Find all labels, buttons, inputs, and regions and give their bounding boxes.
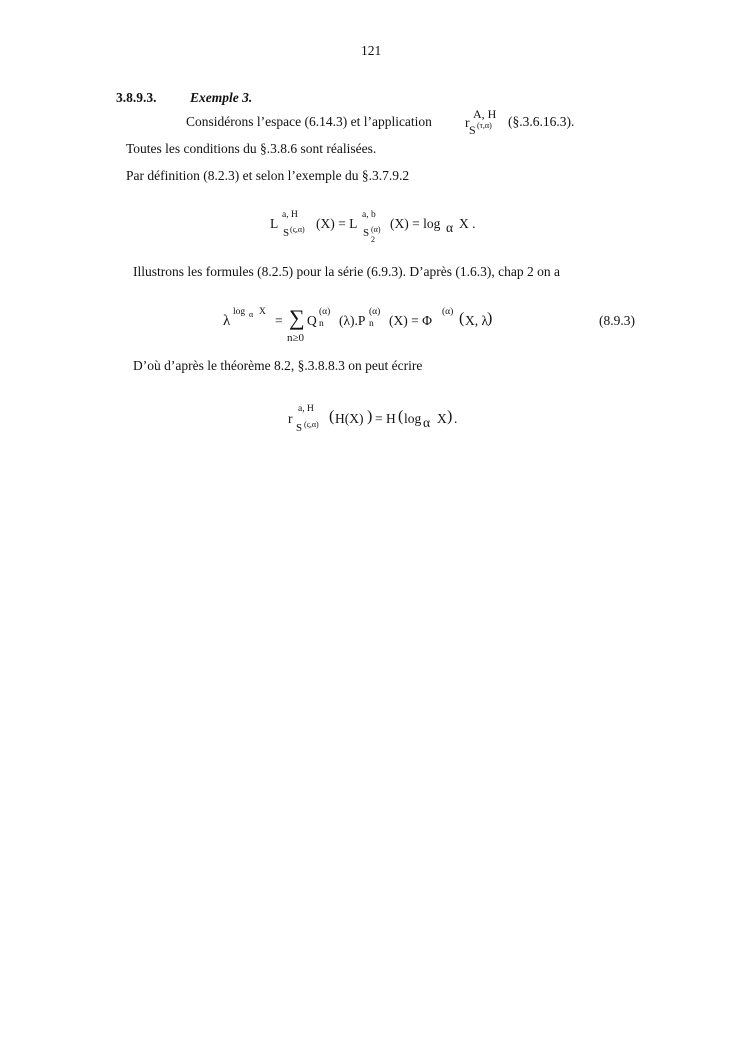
eq3-S: S — [296, 422, 303, 434]
eq3-r: r — [288, 411, 293, 426]
eq1-middle: (X) = L — [316, 216, 358, 231]
eq2-exp-log: log — [233, 307, 246, 317]
eq2-exp-X: X — [259, 307, 266, 317]
eq3-right-paren-1: ) — [367, 408, 373, 425]
eq1-end: X . — [459, 216, 476, 231]
eq3-right-paren-2: ) — [447, 408, 453, 425]
eq2-sum-sign: ∑ — [289, 305, 305, 330]
eq2-sum-under: n≥0 — [287, 332, 305, 344]
eq2-right-paren: ) — [487, 310, 493, 327]
eq2-args: X, λ — [465, 313, 489, 328]
eq1-sup-1: a, H — [282, 210, 298, 220]
eq1-alpha: α — [446, 220, 454, 235]
eq2-equals: = — [275, 313, 283, 328]
eq1-S-1: S — [283, 227, 290, 239]
eq3-alpha: α — [423, 415, 431, 430]
eq3-left-paren-2: ( — [398, 408, 404, 425]
eq1-S-2-sup: (α) — [371, 225, 381, 234]
eq3-left-paren-1: ( — [329, 408, 335, 425]
paragraph-3: Par définition (8.2.3) et selon l’exemple du §.3.7.9.2 — [126, 168, 410, 183]
eq3-sup: a, H — [298, 404, 314, 414]
eq2-Phi-sup: (α) — [442, 307, 454, 317]
paragraph-4: Illustrons les formules (8.2.5) pour la série (6.9.3). D’après (1.6.3), chap 2 on a — [133, 264, 561, 279]
eq2-P-sub: n — [369, 319, 374, 329]
eq3-sub: (ς,α) — [304, 420, 319, 429]
math-S: S — [469, 123, 476, 137]
paragraph-2: Toutes les conditions du §.3.8.6 sont réalisées. — [126, 141, 377, 156]
eq1-sub-1: (ς,α) — [290, 225, 305, 234]
section-title: Exemple 3. — [190, 90, 253, 105]
eq3-log: log — [404, 411, 422, 426]
eq2-lambda: λ — [223, 313, 231, 329]
eq2-Q-sub: n — [319, 319, 324, 329]
eq1-S-2-index: 2 — [371, 235, 375, 244]
eq3-inner-1: H(X) — [335, 411, 364, 426]
eq1-sup-2: a, b — [362, 210, 376, 220]
paragraph-1-text: Considérons l’espace (6.14.3) et l’application — [186, 114, 432, 129]
eq2-P-sup: (α) — [369, 307, 381, 317]
eq3-middle: = H — [375, 411, 396, 426]
math-r: r — [465, 115, 470, 130]
paragraph-1-reference: (§.3.6.16.3). — [508, 114, 575, 129]
eq1-rhs: (X) = log — [390, 216, 441, 231]
eq2-middle: (λ).P — [339, 313, 366, 328]
eq2-Q-sup: (α) — [319, 307, 331, 317]
paragraph-5: D’où d’après le théorème 8.2, §.3.8.8.3 on peut écrire — [133, 358, 423, 373]
eq1-S-2: S — [363, 227, 370, 239]
section-number: 3.8.9.3. — [116, 90, 157, 105]
page-number: 121 — [361, 43, 382, 58]
math-S-subscript: (τ,α) — [477, 121, 492, 130]
eq1-L: L — [270, 216, 279, 231]
eq3-end: . — [454, 411, 458, 426]
eq2-label: (8.9.3) — [599, 313, 635, 328]
eq2-left-paren: ( — [459, 310, 465, 327]
math-r-superscript: A, H — [473, 107, 497, 121]
eq2-exp-alpha: α — [249, 310, 254, 319]
eq2-after-P: (X) = Φ — [389, 313, 432, 328]
eq2-Q: Q — [307, 313, 317, 328]
eq3-X: X — [437, 411, 447, 426]
